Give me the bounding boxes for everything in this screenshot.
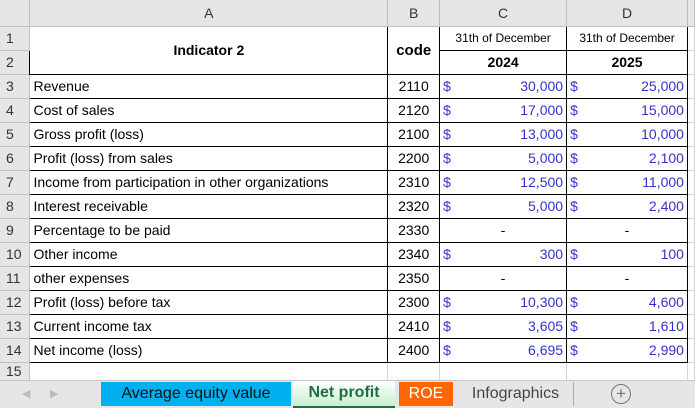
indicator-cell[interactable]: Cost of sales [30, 98, 388, 122]
code-cell[interactable]: 2120 [388, 98, 440, 122]
code-cell[interactable]: 2350 [388, 266, 440, 290]
table-row [0, 218, 695, 242]
code-header[interactable]: code [388, 26, 440, 74]
value-cell-c[interactable]: - [440, 266, 567, 290]
currency-symbol: $ [570, 198, 578, 214]
currency-symbol: $ [570, 102, 578, 118]
table-row [0, 314, 695, 338]
currency-symbol: $ [570, 174, 578, 190]
indicator-cell[interactable]: Percentage to be paid [30, 218, 388, 242]
select-all-corner[interactable] [0, 0, 30, 26]
code-cell[interactable]: 2320 [388, 194, 440, 218]
code-cell[interactable]: 2400 [388, 338, 440, 362]
tab-roe[interactable]: ROE [399, 382, 453, 406]
row-header[interactable]: 12 [0, 290, 30, 314]
row-header[interactable]: 8 [0, 194, 30, 218]
row-header[interactable]: 3 [0, 74, 30, 98]
indicator-cell[interactable]: other expenses [30, 266, 388, 290]
currency-symbol: $ [443, 126, 451, 142]
table-row [0, 122, 695, 146]
amount: 5,000 [528, 150, 564, 166]
currency-symbol: $ [570, 342, 578, 358]
value-cell-d[interactable] [567, 98, 688, 122]
currency-symbol: $ [443, 198, 451, 214]
amount: 100 [660, 246, 684, 262]
row-header[interactable]: 6 [0, 146, 30, 170]
amount: 10,000 [641, 126, 684, 142]
indicator-cell[interactable]: Profit (loss) before tax [30, 290, 388, 314]
value-cell-c[interactable] [440, 170, 567, 194]
amount: 17,000 [520, 102, 564, 118]
code-cell[interactable]: 2200 [388, 146, 440, 170]
value-cell-d[interactable] [567, 170, 688, 194]
amount: 2,400 [648, 198, 684, 214]
currency-symbol: $ [443, 78, 451, 94]
amount: 12,500 [520, 174, 564, 190]
amount: 13,000 [520, 126, 564, 142]
value-cell-d[interactable] [567, 194, 688, 218]
value-cell-c[interactable] [440, 98, 567, 122]
table-row [0, 194, 695, 218]
row-header[interactable]: 1 [0, 26, 30, 50]
amount: 30,000 [520, 78, 564, 94]
date-header-d[interactable]: 31th of December [567, 26, 688, 50]
currency-symbol: $ [570, 126, 578, 142]
value-cell-d[interactable] [567, 314, 688, 338]
scroll-left-icon[interactable]: ◀ [22, 388, 31, 400]
amount: 300 [539, 246, 564, 262]
indicator-cell[interactable]: Other income [30, 242, 388, 266]
currency-symbol: $ [570, 318, 578, 334]
amount: 3,605 [528, 318, 564, 334]
currency-symbol: $ [443, 246, 451, 262]
table-row [0, 266, 695, 290]
value-cell-c[interactable]: - [440, 218, 567, 242]
value-cell-c[interactable] [440, 122, 567, 146]
add-sheet-icon[interactable]: + [611, 384, 631, 404]
currency-symbol: $ [443, 294, 451, 310]
value-cell-d[interactable] [567, 74, 688, 98]
value-cell-d[interactable] [567, 122, 688, 146]
code-cell[interactable]: 2330 [388, 218, 440, 242]
currency-symbol: $ [443, 102, 451, 118]
value-cell-d[interactable] [567, 146, 688, 170]
tab-average-equity-value[interactable]: Average equity value [101, 382, 291, 406]
table-row [0, 290, 695, 314]
row-header[interactable]: 13 [0, 314, 30, 338]
code-cell[interactable]: 2340 [388, 242, 440, 266]
indicator-cell[interactable]: Profit (loss) from sales [30, 146, 388, 170]
column-header-a[interactable]: A [30, 0, 388, 26]
column-header-c[interactable]: C [440, 0, 567, 26]
indicator-cell[interactable]: Revenue [30, 74, 388, 98]
table-row [0, 242, 695, 266]
row-header[interactable]: 11 [0, 266, 30, 290]
amount: 10,300 [520, 294, 564, 310]
row-header[interactable]: 10 [0, 242, 30, 266]
indicator-cell[interactable]: Current income tax [30, 314, 388, 338]
indicator-cell[interactable]: Income from participation in other organizations [30, 170, 388, 194]
value-cell-c[interactable] [440, 194, 567, 218]
code-cell[interactable]: 2100 [388, 122, 440, 146]
value-cell-c[interactable] [440, 74, 567, 98]
code-cell[interactable]: 2110 [388, 74, 440, 98]
sheet-tab-bar [0, 380, 695, 408]
column-header-b[interactable]: B [388, 0, 440, 26]
amount: 11,000 [642, 174, 684, 190]
table-row [0, 338, 695, 362]
amount: 25,000 [641, 78, 684, 94]
year-header-c[interactable]: 2024 [440, 50, 567, 74]
amount: 2,990 [648, 342, 684, 358]
currency-symbol: $ [443, 342, 451, 358]
value-cell-c[interactable] [440, 290, 567, 314]
date-header-c[interactable]: 31th of December [440, 26, 567, 50]
row-header[interactable]: 2 [0, 50, 30, 74]
code-cell[interactable]: 2300 [388, 290, 440, 314]
amount: 5,000 [528, 198, 564, 214]
year-header-d[interactable]: 2025 [567, 50, 688, 74]
row-header[interactable]: 14 [0, 338, 30, 362]
value-cell-d[interactable] [567, 290, 688, 314]
amount: 6,695 [528, 342, 564, 358]
indicator-cell[interactable]: Net income (loss) [30, 338, 388, 362]
row-header[interactable]: 5 [0, 122, 30, 146]
currency-symbol: $ [443, 318, 451, 334]
amount: 15,000 [641, 102, 684, 118]
value-cell-c[interactable] [440, 242, 567, 266]
amount: 1,610 [648, 318, 684, 334]
tab-net-profit[interactable]: Net profit [293, 381, 395, 408]
column-header-d[interactable]: D [567, 0, 688, 26]
value-cell-d[interactable]: - [567, 266, 688, 290]
currency-symbol: $ [443, 150, 451, 166]
scroll-right-icon[interactable]: ▶ [50, 388, 59, 400]
currency-symbol: $ [570, 78, 578, 94]
value-cell-d[interactable] [567, 338, 688, 362]
value-cell-d[interactable] [567, 242, 688, 266]
code-cell[interactable]: 2410 [388, 314, 440, 338]
currency-symbol: $ [570, 246, 578, 262]
amount: 2,100 [648, 150, 684, 166]
row-header[interactable]: 4 [0, 98, 30, 122]
table-row [0, 170, 695, 194]
table-row [0, 74, 695, 98]
row-header[interactable]: 9 [0, 218, 30, 242]
value-cell-c[interactable] [440, 338, 567, 362]
currency-symbol: $ [570, 294, 578, 310]
currency-symbol: $ [443, 174, 451, 190]
currency-symbol: $ [570, 150, 578, 166]
table-row [0, 146, 695, 170]
tab-infographics[interactable]: Infographics [458, 382, 574, 406]
indicator-cell[interactable]: Gross profit (loss) [30, 122, 388, 146]
amount: 4,600 [648, 294, 684, 310]
value-cell-c[interactable] [440, 314, 567, 338]
indicator-cell[interactable]: Interest receivable [30, 194, 388, 218]
row-header[interactable]: 7 [0, 170, 30, 194]
value-cell-d[interactable]: - [567, 218, 688, 242]
row-header[interactable]: 15 [0, 362, 30, 380]
code-cell[interactable]: 2310 [388, 170, 440, 194]
indicator-header[interactable]: Indicator 2 [30, 26, 388, 74]
table-row [0, 98, 695, 122]
value-cell-c[interactable] [440, 146, 567, 170]
